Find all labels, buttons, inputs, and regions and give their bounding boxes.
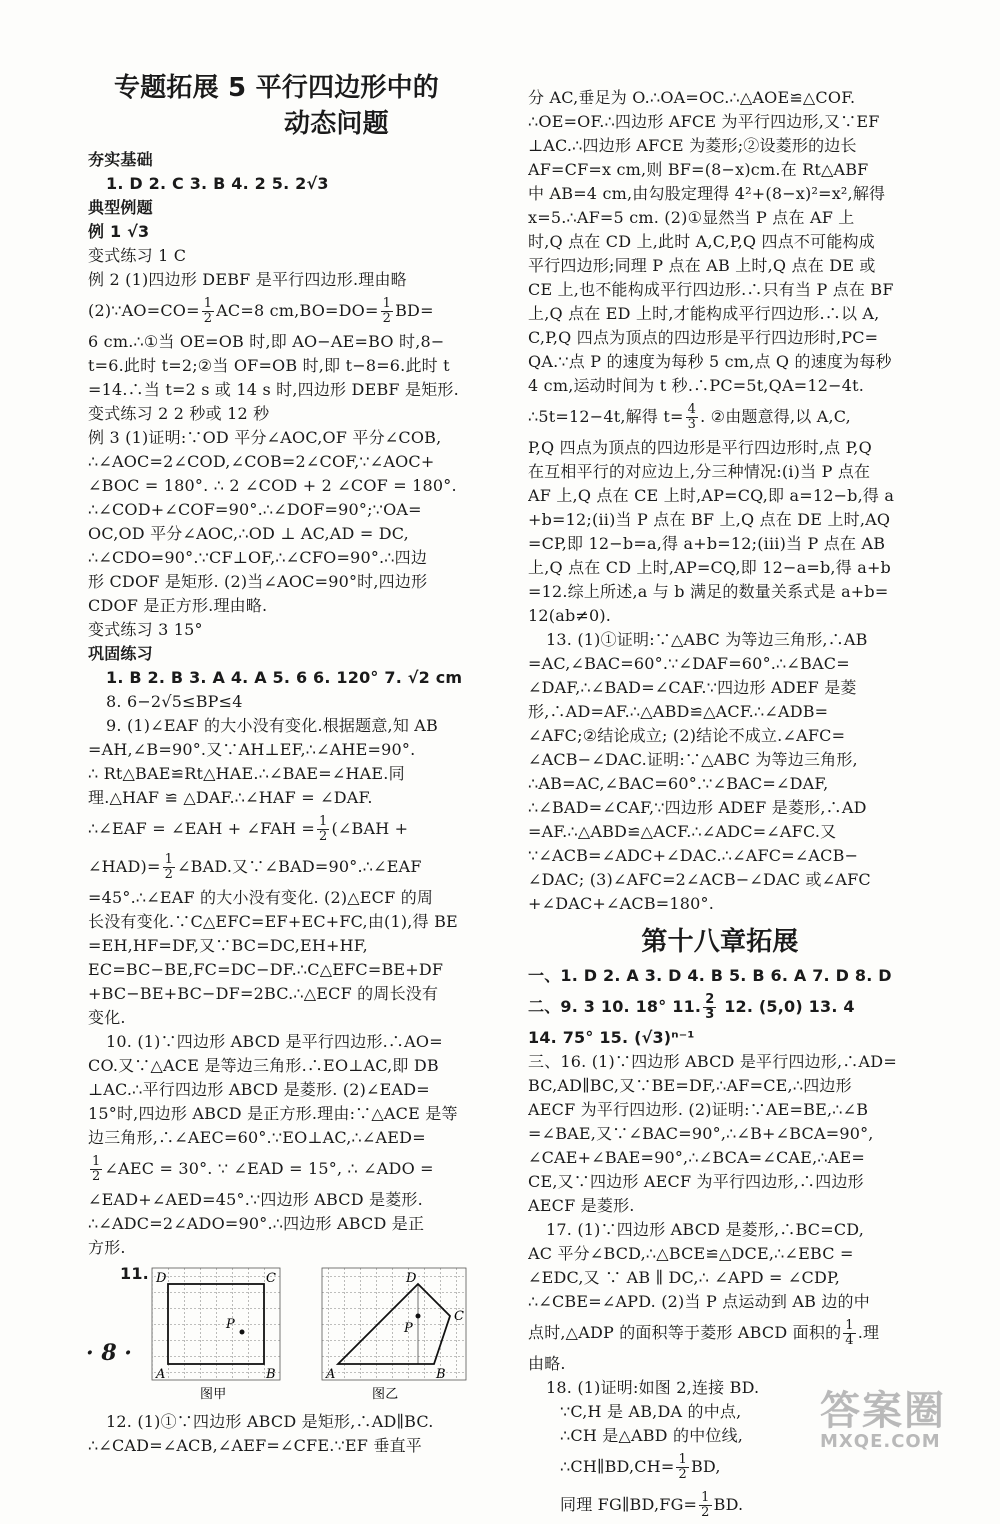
q10-line7: ∠EAD+∠AED=45°.∵四边形 ABCD 是菱形. <box>88 1190 423 1209</box>
q9-line11: +BC−BE+BC−DF=2BC.∴△ECF 的周长没有 <box>88 984 439 1003</box>
q9-line12: 变化. <box>88 1008 126 1027</box>
text: BD= <box>395 301 434 320</box>
q10-line1: 10. (1)∵四边形 ABCD 是平行四边形.∴AO= <box>106 1032 443 1051</box>
q12-cont-2: ∴OE=OF.∴四边形 AFCE 为平行四边形,又∵EF <box>528 112 880 131</box>
label-d: D <box>156 1271 167 1286</box>
example-3-line8: CDOF 是正方形.理由略. <box>88 596 268 615</box>
num: 1 <box>92 1154 101 1169</box>
text: AC=8 cm,BO=DO= <box>216 301 379 320</box>
text: (2)∵AO=CO= <box>88 301 200 320</box>
right-column <box>528 86 912 1524</box>
num: 1 <box>678 1452 687 1467</box>
q9-line8: 长没有变化.∵C△EFC=EF+EC+FC,由(1),得 BE <box>88 912 458 931</box>
num: 1 <box>701 1490 710 1505</box>
fraction-half <box>317 815 329 844</box>
variant-2: 变式练习 2 2 秒或 12 秒 <box>88 404 270 423</box>
fraction-half <box>699 1491 711 1520</box>
q13-line6: ∠ACB−∠DAC.证明:∵△ABC 为等边三角形, <box>528 750 858 769</box>
q13-line11: ∠DAC; (3)∠AFC=2∠ACB−∠DAC 或∠AFC <box>528 870 871 889</box>
caption-b: 图乙 <box>372 1387 399 1402</box>
q12-cont-5: 中 AB=4 cm,由勾股定理得 4²+(8−x)²=x²,解得 <box>528 184 886 203</box>
den: 2 <box>164 867 174 882</box>
q9-line1: 9. (1)∠EAF 的大小没有变化.根据题意,知 AB <box>106 716 439 735</box>
example-3-line1: 例 3 (1)证明:∵OD 平分∠AOC,OF 平分∠COB, <box>88 428 442 447</box>
den: 4 <box>845 1333 854 1348</box>
q10-line3: ⊥AC.∴平行四边形 ABCD 是菱形. (2)∠EAD= <box>88 1080 430 1099</box>
heading-consolidate: 巩固练习 <box>88 644 153 663</box>
heading-examples: 典型例题 <box>88 198 153 217</box>
answers-section-2b: 14. 75° 15. (√3)ⁿ⁻¹ <box>528 1028 695 1047</box>
q12-cont-14 <box>528 398 912 436</box>
q17-line6: 由略. <box>528 1354 566 1373</box>
q10-line2: CO.又∵△ACE 是等边三角形.∴EO⊥AC,即 DB <box>88 1056 439 1075</box>
point-p <box>240 1330 245 1335</box>
example-3-line3: ∠BOC = 180°. ∴ 2 ∠COD + 2 ∠COF = 180°. <box>88 476 457 495</box>
caption-a: 图甲 <box>200 1387 227 1402</box>
q18-line2: ∵C,H 是 AB,DA 的中点, <box>560 1402 742 1421</box>
text: (∠BAH + <box>331 819 409 838</box>
q11-figures <box>88 1260 488 1410</box>
example-3-line5: OC,OD 平分∠AOC,∴OD ⊥ AC,AD = DC, <box>88 524 409 543</box>
q12-cont-16: 在互相平行的对应边上,分三种情况:(i)当 P 点在 <box>528 462 871 481</box>
fraction-two-thirds <box>703 993 716 1022</box>
label-b: B <box>266 1367 276 1382</box>
text: ∴∠EAF = ∠EAH + ∠FAH = <box>88 819 315 838</box>
fraction-half <box>163 853 175 882</box>
q12-line2: ∴∠CAD=∠ACB,∠AEF=∠CFE.∵EF 垂直平 <box>88 1436 422 1455</box>
text: 同理 FG∥BD,FG= <box>560 1495 698 1514</box>
q9-line2: =AH,∠B=90°.又∵AH⊥EF,∴∠AHE=90°. <box>88 740 416 759</box>
watermark-line1: 答案圈 <box>820 1388 946 1434</box>
text: ∠HAD)= <box>88 857 161 876</box>
example-2-line4: t=6.此时 t=2;②当 OF=OB 时,即 t−8=6.此时 t <box>88 356 450 375</box>
q10-line4: 15°时,四边形 ABCD 是正方形.理由:∵△ACE 是等 <box>88 1104 458 1123</box>
text: ∴5t=12−4t,解得 t= <box>528 407 684 426</box>
q12-cont-12: QA.∵点 P 的速度为每秒 5 cm,点 Q 的速度为每秒 <box>528 352 892 371</box>
q16-line7: AECF 是菱形. <box>528 1196 635 1215</box>
q13-line12: +∠DAC+∠ACB=180°. <box>528 894 715 913</box>
text: .理 <box>857 1323 880 1342</box>
q10-line8: ∴∠ADC=2∠ADO=90°.∴四边形 ABCD 是正 <box>88 1214 425 1233</box>
q13-line9: =AF.∴△ABD≌△ACF.∴∠ADC=∠AFC.又 <box>528 822 837 841</box>
q11-label: 11. <box>120 1264 149 1283</box>
q16-line2: BC,AD∥BC,又∵BE=DF,∴AF=CE,∴四边形 <box>528 1076 852 1095</box>
q9-line10: EC=BC−BE,FC=DC−DF.∴C△EFC=BE+DF <box>88 960 444 979</box>
label-b: B <box>436 1367 446 1382</box>
label-a: A <box>326 1367 336 1382</box>
text: 12. (5,0) 13. 4 <box>718 997 855 1016</box>
q13-line2: =AC,∠BAC=60°.∵∠DAF=60°.∴∠BAC= <box>528 654 850 673</box>
q18-line5 <box>528 1486 912 1524</box>
q13-line3: ∠DAF,∴∠BAD=∠CAF.∵四边形 ADEF 是菱 <box>528 678 857 697</box>
q17-line4: ∴∠CBE=∠APD. (2)当 P 点运动到 AB 边的中 <box>528 1292 870 1311</box>
fraction-half <box>676 1453 688 1482</box>
example-2-line3: 6 cm.∴①当 OE=OB 时,即 AO−AE=BO 时,8− <box>88 332 445 351</box>
section-title-line2: 动态问题 <box>284 109 389 139</box>
text: ∠AEC = 30°. ∵ ∠EAD = 15°, ∴ ∠ADO = <box>104 1159 434 1178</box>
q12-line1: 12. (1)①∵四边形 ABCD 是矩形,∴AD∥BC. <box>106 1412 434 1431</box>
q9-line6 <box>88 848 488 886</box>
num: 1 <box>203 296 213 311</box>
text: . ②由题意得,以 A,C, <box>700 407 851 426</box>
page-number: · 8 · <box>86 1340 132 1366</box>
fraction-half <box>202 297 214 326</box>
q9-line3: ∴ Rt△BAE≌Rt△HAE.∴∠BAE=∠HAE.同 <box>88 764 405 783</box>
q12-cont-3: ⊥AC.∴四边形 AFCE 为菱形;②设菱形的边长 <box>528 136 857 155</box>
example-3-line4: ∴∠COD+∠COF=90°.∴∠DOF=90°;∵OA= <box>88 500 422 519</box>
q13-line1: 13. (1)①证明:∵△ABC 为等边三角形,∴AB <box>546 630 868 649</box>
label-a: A <box>156 1367 166 1382</box>
label-c: C <box>454 1309 465 1324</box>
answers-section-2 <box>528 988 912 1026</box>
q18-line4 <box>528 1448 912 1486</box>
q9-line5 <box>88 810 488 848</box>
text: ∠BAD.又∵∠BAD=90°.∴∠EAF <box>177 857 422 876</box>
text: BD. <box>713 1495 744 1514</box>
den: 2 <box>382 311 392 326</box>
q12-cont-8: 平行四边形;同理 P 点在 AB 上时,Q 点在 DE 或 <box>528 256 876 275</box>
variant-1: 变式练习 1 C <box>88 246 187 265</box>
q12-cont-1: 分 AC,垂足为 O.∴OA=OC.∴△AOE≌△COF. <box>528 88 856 107</box>
q12-cont-15: P,Q 四点为顶点的四边形是平行四边形时,点 P,Q <box>528 438 872 457</box>
q9-line7: =45°.∴∠EAF 的大小没有变化. (2)△ECF 的周 <box>88 888 434 907</box>
q12-cont-21: =12.综上所述,a 与 b 满足的数量关系式是 a+b= <box>528 582 889 601</box>
num: 1 <box>319 814 328 829</box>
watermark-line2: MXQE.COM <box>820 1431 941 1452</box>
q12-cont-20: 上,Q 点在 CD 上时,AP=CQ,即 12−a=b,得 a+b <box>528 558 891 577</box>
q12-cont-10: 上,Q 点在 ED 上时,才能构成平行四边形.∴以 A, <box>528 304 880 323</box>
example-1: 例 1 √3 <box>88 222 150 241</box>
figure-a <box>152 1268 280 1402</box>
chapter-title: 第十八章拓展 <box>641 927 799 957</box>
q12-cont-13: 4 cm,运动时间为 t 秒.∴PC=5t,QA=12−4t. <box>528 376 865 395</box>
den: 2 <box>92 1169 101 1184</box>
fraction-four-thirds <box>686 403 698 432</box>
q12-cont-4: AF=CF=x cm,则 BF=(8−x)cm.在 Rt△ABF <box>528 160 869 179</box>
q13-line10: ∵∠ACB=∠ADC+∠DAC.∴∠AFC=∠ACB− <box>528 846 859 865</box>
text: 点时,△ADP 的面积等于菱形 ABCD 面积的 <box>528 1323 842 1342</box>
answers-consolidate-2: 8. 6−2√5≤BP≤4 <box>106 692 243 711</box>
q12-cont-9: CE 上,也不能构成平行四边形.∴只有当 P 点在 BF <box>528 280 894 299</box>
example-2-line1: 例 2 (1)四边形 DEBF 是平行四边形.理由略 <box>88 270 407 289</box>
q13-line4: 形,∴AD=AF.∴△ABD≌△ACF.∴∠ADB= <box>528 702 829 721</box>
example-3-line6: ∴∠CDO=90°.∵CF⊥OF,∴∠CFO=90°.∴四边 <box>88 548 428 567</box>
q16-line5: ∠CAE+∠BAE=90°,∴∠BCA=∠CAE,∴AE= <box>528 1148 865 1167</box>
text: 二、9. 3 10. 18° 11. <box>528 997 702 1016</box>
q10-line9: 方形. <box>88 1238 126 1257</box>
left-column <box>88 70 488 1458</box>
q12-cont-11: C,P,Q 四点为顶点的四边形是平行四边形时,PC= <box>528 328 879 347</box>
answers-section-1: 一、1. D 2. A 3. D 4. B 5. B 6. A 7. D 8. D <box>528 966 892 985</box>
section-title-line1: 专题拓展 5 平行四边形中的 <box>114 73 439 103</box>
den: 2 <box>678 1467 687 1482</box>
example-2-line2 <box>88 292 488 330</box>
den: 2 <box>319 829 328 844</box>
den: 2 <box>701 1505 710 1520</box>
label-d: D <box>406 1271 417 1286</box>
answers-consolidate-1: 1. B 2. B 3. A 4. A 5. 6 6. 120° 7. √2 cm <box>106 668 463 687</box>
q9-line9: =EH,HF=DF,又∵BC=DC,EH+HF, <box>88 936 368 955</box>
label-p: P <box>226 1317 235 1332</box>
q13-line7: ∴AB=AC,∠BAC=60°.∵∠BAC=∠DAF, <box>528 774 829 793</box>
example-3-line7: 形 CDOF 是矩形. (2)当∠AOC=90°时,四边形 <box>88 572 428 591</box>
q13-line5: ∠AFC;②结论成立; (2)结论不成立.∠AFC= <box>528 726 846 745</box>
q12-cont-7: 时,Q 点在 CD 上,此时 A,C,P,Q 四点不可能构成 <box>528 232 875 251</box>
q10-line5: 边三角形,∴∠AEC=60°.∵EO⊥AC,∴∠AED= <box>88 1128 426 1147</box>
q12-cont-17: AF 上,Q 点在 CE 上时,AP=CQ,即 a=12−b,得 a <box>528 486 895 505</box>
watermark-logo <box>820 1390 946 1452</box>
heading-foundation: 夯实基础 <box>88 150 153 169</box>
label-p: P <box>404 1321 413 1336</box>
text: BD, <box>690 1457 721 1476</box>
q12-cont-6: x=5.∴AF=5 cm. (2)①显然当 P 点在 AF 上 <box>528 208 855 227</box>
q16-line1: 三、16. (1)∵四边形 ABCD 是平行四边形,∴AD= <box>528 1052 897 1071</box>
text: ∴CH∥BD,CH= <box>560 1457 675 1476</box>
fraction-quarter <box>843 1319 855 1348</box>
den: 3 <box>705 1007 715 1022</box>
q17-line5 <box>528 1314 912 1352</box>
q18-line3: ∴CH 是△ABD 的中位线, <box>560 1426 744 1445</box>
num: 1 <box>382 296 392 311</box>
fraction-half <box>90 1155 102 1184</box>
q16-line3: AECF 为平行四边形. (2)证明:∵AE=BE,∴∠B <box>528 1100 869 1119</box>
q10-line6 <box>88 1150 488 1188</box>
q13-line8: ∴∠BAD=∠CAF,∵四边形 ADEF 是菱形,∴AD <box>528 798 867 817</box>
q11-figures-svg <box>88 1260 488 1410</box>
den: 2 <box>203 311 213 326</box>
q17-line1: 17. (1)∵四边形 ABCD 是菱形,∴BC=CD, <box>546 1220 865 1239</box>
q12-cont-19: =CP,即 12−b=a,得 a+b=12;(iii)当 P 点在 AB <box>528 534 886 553</box>
label-c: C <box>266 1271 277 1286</box>
fraction-half <box>381 297 393 326</box>
q16-line4: =∠BAE,又∵∠BAC=90°,∴∠B+∠BCA=90°, <box>528 1124 874 1143</box>
q12-cont-22: 12(ab≠0). <box>528 606 612 625</box>
q9-line4: 理.△HAF ≌ △DAF.∴∠HAF = ∠DAF. <box>88 788 373 807</box>
q17-line3: ∠EDC,又 ∵ AB ∥ DC,∴ ∠APD = ∠CDP, <box>528 1268 840 1287</box>
example-2-line5: =14.∴当 t=2 s 或 14 s 时,四边形 DEBF 是矩形. <box>88 380 459 399</box>
q17-line2: AC 平分∠BCD,∴△BCE≌△DCE,∴∠EBC = <box>528 1244 854 1263</box>
figure-b <box>322 1268 466 1402</box>
q16-line6: CE,又∵四边形 AECF 为平行四边形,∴四边形 <box>528 1172 864 1191</box>
num: 1 <box>845 1318 854 1333</box>
num: 4 <box>687 402 697 417</box>
num: 1 <box>164 852 174 867</box>
example-3-line2: ∴∠AOC=2∠COD,∠COB=2∠COF,∵∠AOC+ <box>88 452 435 471</box>
q12-cont-18: +b=12;(ii)当 P 点在 BF 上,Q 点在 DE 上时,AQ <box>528 510 891 529</box>
q18-line1: 18. (1)证明:如图 2,连接 BD. <box>546 1378 760 1397</box>
variant-3: 变式练习 3 15° <box>88 620 203 639</box>
num: 2 <box>705 992 715 1007</box>
answers-foundation: 1. D 2. C 3. B 4. 2 5. 2√3 <box>106 174 329 193</box>
den: 3 <box>687 417 697 432</box>
